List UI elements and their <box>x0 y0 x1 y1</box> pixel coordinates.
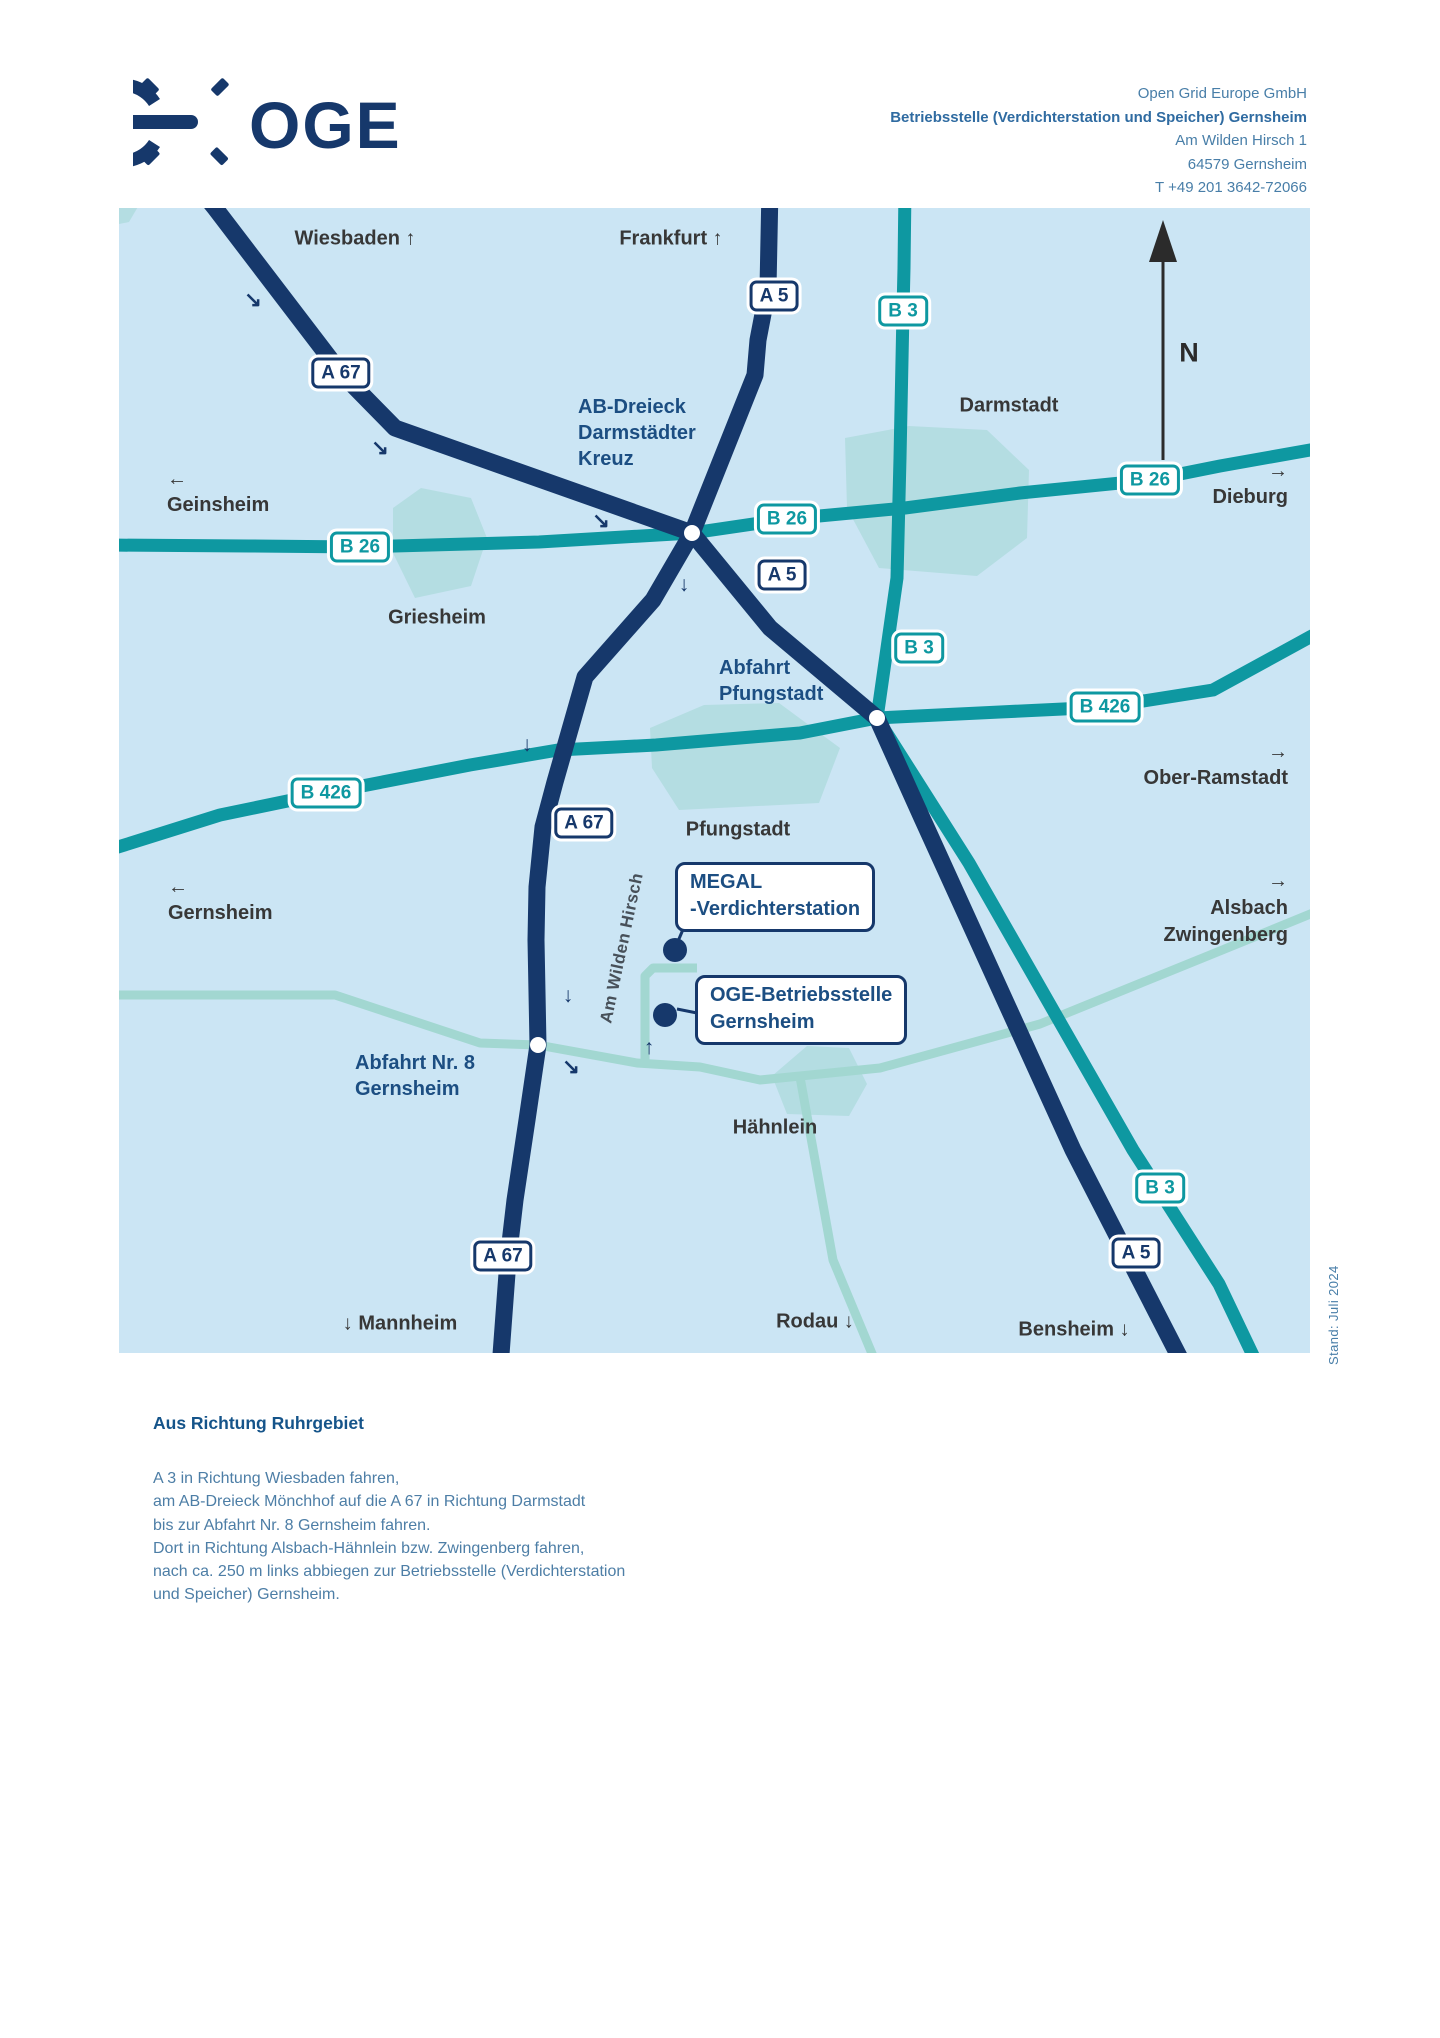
route-arrow-icon: ↓ <box>562 984 574 1007</box>
badge-b3-mid: B 3 <box>894 633 944 664</box>
directions-line: und Speicher) Gernsheim. <box>153 1586 340 1604</box>
badge-b426-east: B 426 <box>1070 692 1141 723</box>
label-mannheim: ↓ Mannheim <box>342 1312 458 1335</box>
label-am-wilden-hirsch: Am Wilden Hirsch <box>596 870 647 1025</box>
label-ab-dreieck: AB-Dreieck Darmstädter Kreuz <box>578 396 696 470</box>
megal-site-dot <box>663 938 687 962</box>
route-arrow-icon: ↓ <box>521 733 533 756</box>
road-a67 <box>199 208 692 1353</box>
badge-a5-mid: A 5 <box>758 560 807 591</box>
gernsheim-arrow-icon: ← <box>168 876 188 898</box>
minor-roads <box>119 906 1310 1353</box>
address-city: 64579 Gernsheim <box>1187 155 1307 173</box>
label-abfahrt-pfungstadt: Abfahrt Pfungstadt <box>719 657 824 705</box>
company-address <box>890 82 1307 200</box>
label-frankfurt: Frankfurt ↑ <box>619 227 723 250</box>
oge-callout: OGE-Betriebsstelle Gernsheim <box>695 975 907 1045</box>
oge-logo <box>133 72 433 182</box>
route-map <box>119 208 1310 1353</box>
route-arrow-icon: ↘ <box>592 509 610 533</box>
label-gernsheim-west: ← Gernsheim <box>168 876 273 924</box>
badge-b426-west: B 426 <box>291 778 362 809</box>
directions-line: A 3 in Richtung Wiesbaden fahren, <box>153 1470 400 1487</box>
label-rodau: Rodau ↓ <box>776 1310 854 1333</box>
directions-line: Dort in Richtung Alsbach-Hähnlein bzw. Zwingenberg fahren, <box>153 1539 585 1557</box>
label-geinsheim: ← Geinsheim <box>167 468 270 516</box>
badge-a67-mid: A 67 <box>554 808 613 839</box>
address-site: Betriebsstelle (Verdichterstation und Speicher) Gernsheim <box>890 108 1307 126</box>
badge-a5-south: A 5 <box>1112 1238 1161 1269</box>
label-bensheim: Bensheim ↓ <box>1018 1318 1130 1341</box>
site-markers <box>653 920 697 1027</box>
badge-a5-north: A 5 <box>750 281 799 312</box>
oge-logo-icon <box>133 72 433 182</box>
badge-b26-west: B 26 <box>330 532 390 563</box>
badge-a67-north: A 67 <box>311 358 370 389</box>
darmstaedter-kreuz-dot <box>684 525 700 541</box>
route-arrow-icon: ↓ <box>678 573 690 596</box>
badge-b3-south: B 3 <box>1135 1173 1185 1204</box>
label-haehnlein: Hähnlein <box>732 1116 818 1139</box>
directions-line: nach ca. 250 m links abbiegen zur Betriebsstelle (Verdichterstation <box>153 1563 626 1581</box>
compass-arrow <box>1149 220 1177 460</box>
abfahrt8-dot <box>530 1037 546 1053</box>
badge-b26-east: B 26 <box>1120 465 1180 496</box>
pfungstadt-area <box>650 703 840 810</box>
label-ober-ramstadt: → Ober-Ramstadt <box>1143 741 1288 789</box>
label-dieburg: → Dieburg <box>1212 460 1288 508</box>
route-arrow-icon: ↘ <box>244 288 262 312</box>
badge-a67-south: A 67 <box>473 1241 532 1272</box>
alsbach-arrow-icon: → <box>1268 870 1288 892</box>
label-wiesbaden: Wiesbaden ↑ <box>294 227 416 250</box>
route-arrow-icon: ↑ <box>643 1036 655 1059</box>
directions-line: am AB-Dreieck Mönchhof auf die A 67 in Richtung Darmstadt <box>153 1493 586 1511</box>
label-pfungstadt: Pfungstadt <box>685 818 791 841</box>
address-phone: T +49 201 3642-72066 <box>1155 179 1307 196</box>
label-alsbach-zwingenberg: → Alsbach Zwingenberg <box>1163 870 1288 946</box>
directions-heading: Aus Richtung Ruhrgebiet <box>153 1413 364 1433</box>
oge-logo-text: OGE <box>249 88 402 162</box>
corner-area <box>119 208 149 228</box>
badge-b26-mid: B 26 <box>757 504 817 535</box>
compass-north-label: N <box>1179 337 1199 368</box>
geinsheim-arrow-icon: ← <box>167 468 187 490</box>
label-abfahrt-8: Abfahrt Nr. 8 Gernsheim <box>355 1052 476 1100</box>
map-date-note: Stand: Juli 2024 <box>1326 1265 1341 1365</box>
pfungstadt-exit-dot <box>869 710 885 726</box>
address-company: Open Grid Europe GmbH <box>1137 85 1307 102</box>
directions-line: bis zur Abfahrt Nr. 8 Gernsheim fahren. <box>153 1516 431 1534</box>
route-arrow-icon: ↘ <box>371 436 389 460</box>
dieburg-arrow-icon: → <box>1268 460 1288 482</box>
oge-site-dot <box>653 1003 677 1027</box>
badge-b3-north: B 3 <box>878 296 928 327</box>
label-griesheim: Griesheim <box>388 606 486 629</box>
route-arrow-icon: ↘ <box>562 1055 580 1079</box>
label-darmstadt: Darmstadt <box>959 394 1059 417</box>
address-street: Am Wilden Hirsch 1 <box>1175 132 1307 149</box>
directions-section <box>153 1413 853 1607</box>
megal-callout: MEGAL -Verdichterstation <box>675 862 875 932</box>
ober-ramstadt-arrow-icon: → <box>1268 741 1288 763</box>
